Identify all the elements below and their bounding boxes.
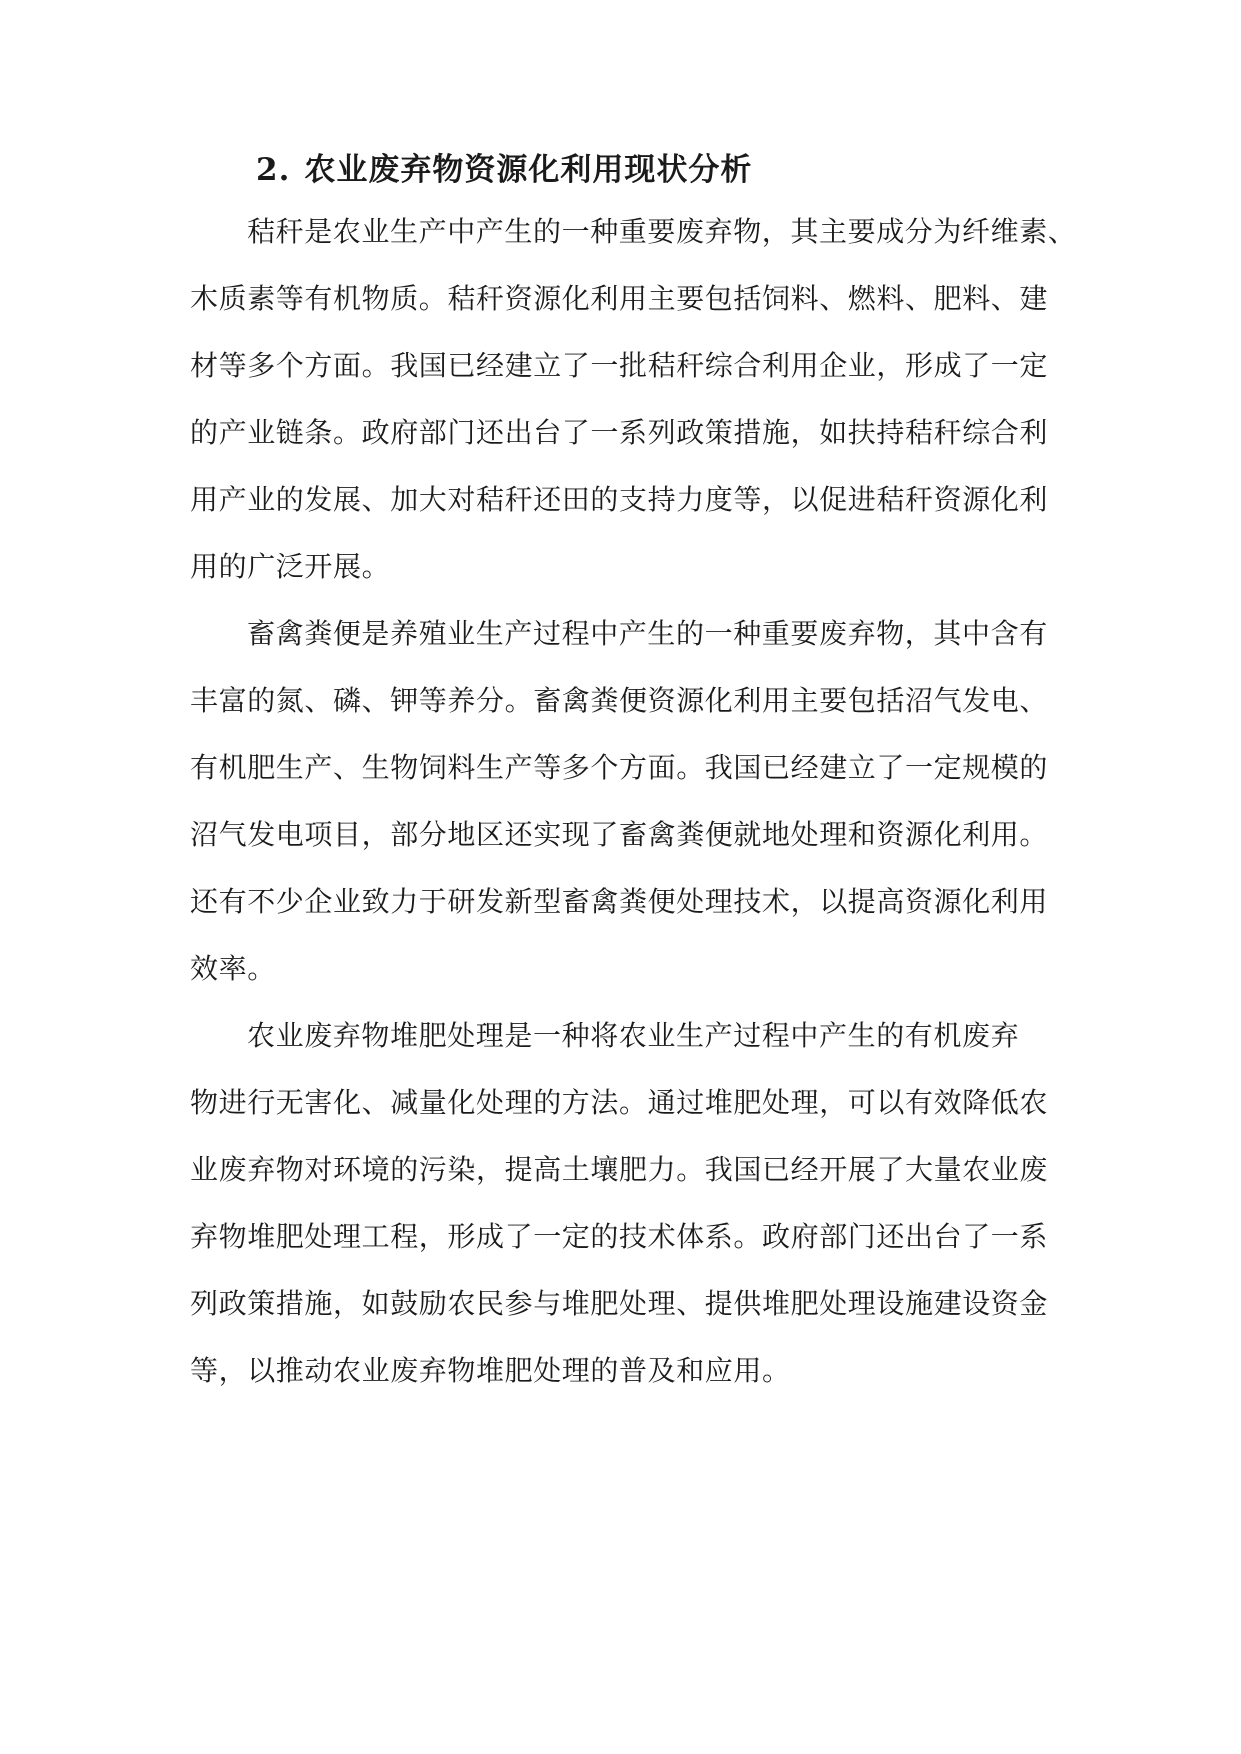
paragraph-3-line-2: 物进行无害化、减量化处理的方法。通过堆肥处理，可以有效降低农 [190, 1086, 1049, 1119]
paragraph-2-line-1: 畜禽粪便是养殖业生产过程中产生的一种重要废弃物，其中含有 [247, 617, 1048, 650]
paragraph-3-line-4: 弃物堆肥处理工程，形成了一定的技术体系。政府部门还出台了一系 [190, 1220, 1049, 1253]
paragraph-2-line-2: 丰富的氮、磷、钾等养分。畜禽粪便资源化利用主要包括沼气发电、 [190, 684, 1049, 717]
paragraph-1-line-5: 用产业的发展、加大对秸秆还田的支持力度等，以促进秸秆资源化利 [190, 483, 1049, 516]
paragraph-1-line-3: 材等多个方面。我国已经建立了一批秸秆综合利用企业，形成了一定 [190, 349, 1049, 382]
paragraph-1-line-1: 秸秆是农业生产中产生的一种重要废弃物，其主要成分为纤维素、 [247, 215, 1077, 248]
section-heading [256, 150, 752, 190]
paragraph-2-line-3: 有机肥生产、生物饲料生产等多个方面。我国已经建立了一定规模的 [190, 751, 1049, 784]
paragraph-1-line-4: 的产业链条。政府部门还出台了一系列政策措施，如扶持秸秆综合利 [190, 416, 1049, 449]
paragraph-3-line-3: 业废弃物对环境的污染，提高土壤肥力。我国已经开展了大量农业废 [190, 1153, 1049, 1186]
section-number: 2. [256, 152, 291, 188]
paragraph-3-line-5: 列政策措施，如鼓励农民参与堆肥处理、提供堆肥处理设施建设资金 [190, 1287, 1049, 1320]
paragraph-1-line-2: 木质素等有机物质。秸秆资源化利用主要包括饲料、燃料、肥料、建 [190, 282, 1049, 315]
paragraph-2-line-4: 沼气发电项目，部分地区还实现了畜禽粪便就地处理和资源化利用。 [190, 818, 1049, 851]
paragraph-2-line-6: 效率。 [190, 952, 276, 985]
paragraph-2-line-5: 还有不少企业致力于研发新型畜禽粪便处理技术，以提高资源化利用 [190, 885, 1049, 918]
section-title: 农业废弃物资源化利用现状分析 [304, 152, 753, 188]
paragraph-1-line-6: 用的广泛开展。 [190, 550, 391, 583]
paragraph-3-line-6: 等，以推动农业废弃物堆肥处理的普及和应用。 [190, 1354, 791, 1387]
paragraph-3-line-1: 农业废弃物堆肥处理是一种将农业生产过程中产生的有机废弃 [247, 1019, 1020, 1052]
